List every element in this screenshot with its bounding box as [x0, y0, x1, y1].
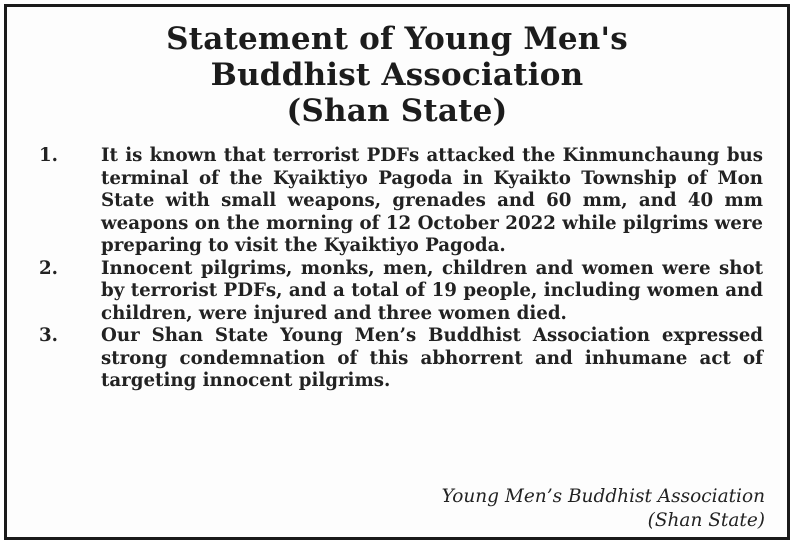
signature-block: [442, 485, 765, 533]
signature-line-2: (Shan State): [647, 510, 765, 531]
item-number: 1.: [39, 145, 58, 166]
statement-items: [39, 145, 763, 393]
statement-item-2: [39, 258, 763, 326]
statement-item-1: [39, 145, 763, 258]
statement-title: [27, 21, 767, 129]
statement-box: [4, 4, 790, 540]
title-line-2: Buddhist Association: [210, 57, 584, 93]
item-number: 2.: [39, 257, 58, 279]
title-line-1: Statement of Young Men's: [166, 21, 628, 57]
signature-line-1: Young Men’s Buddhist Association: [441, 486, 765, 507]
item-text: It is known that terrorist PDFs attacked the Kinmunchaung bus terminal of the Kyaiktiyo Pagoda in Kyaikto Township of Mon State with small weapons, grenades and 60 mm, and 40 mm weapons on the morning of 12 October 2022 while pilgrims were preparing to visit the Kyaiktiyo Pagoda.: [101, 145, 763, 256]
statement-item-3: [39, 325, 763, 393]
item-text: Innocent pilgrims, monks, men, children and women were shot by terrorist PDFs, and a total of 19 people, including women and children, were injured and three women died.: [101, 257, 763, 324]
item-number: 3.: [39, 325, 58, 346]
item-text: Our Shan State Young Men’s Buddhist Association expressed strong condemnation of this abhorrent and inhumane act of targeting innocent pilgrims.: [101, 325, 763, 391]
title-line-3: (Shan State): [286, 93, 508, 129]
